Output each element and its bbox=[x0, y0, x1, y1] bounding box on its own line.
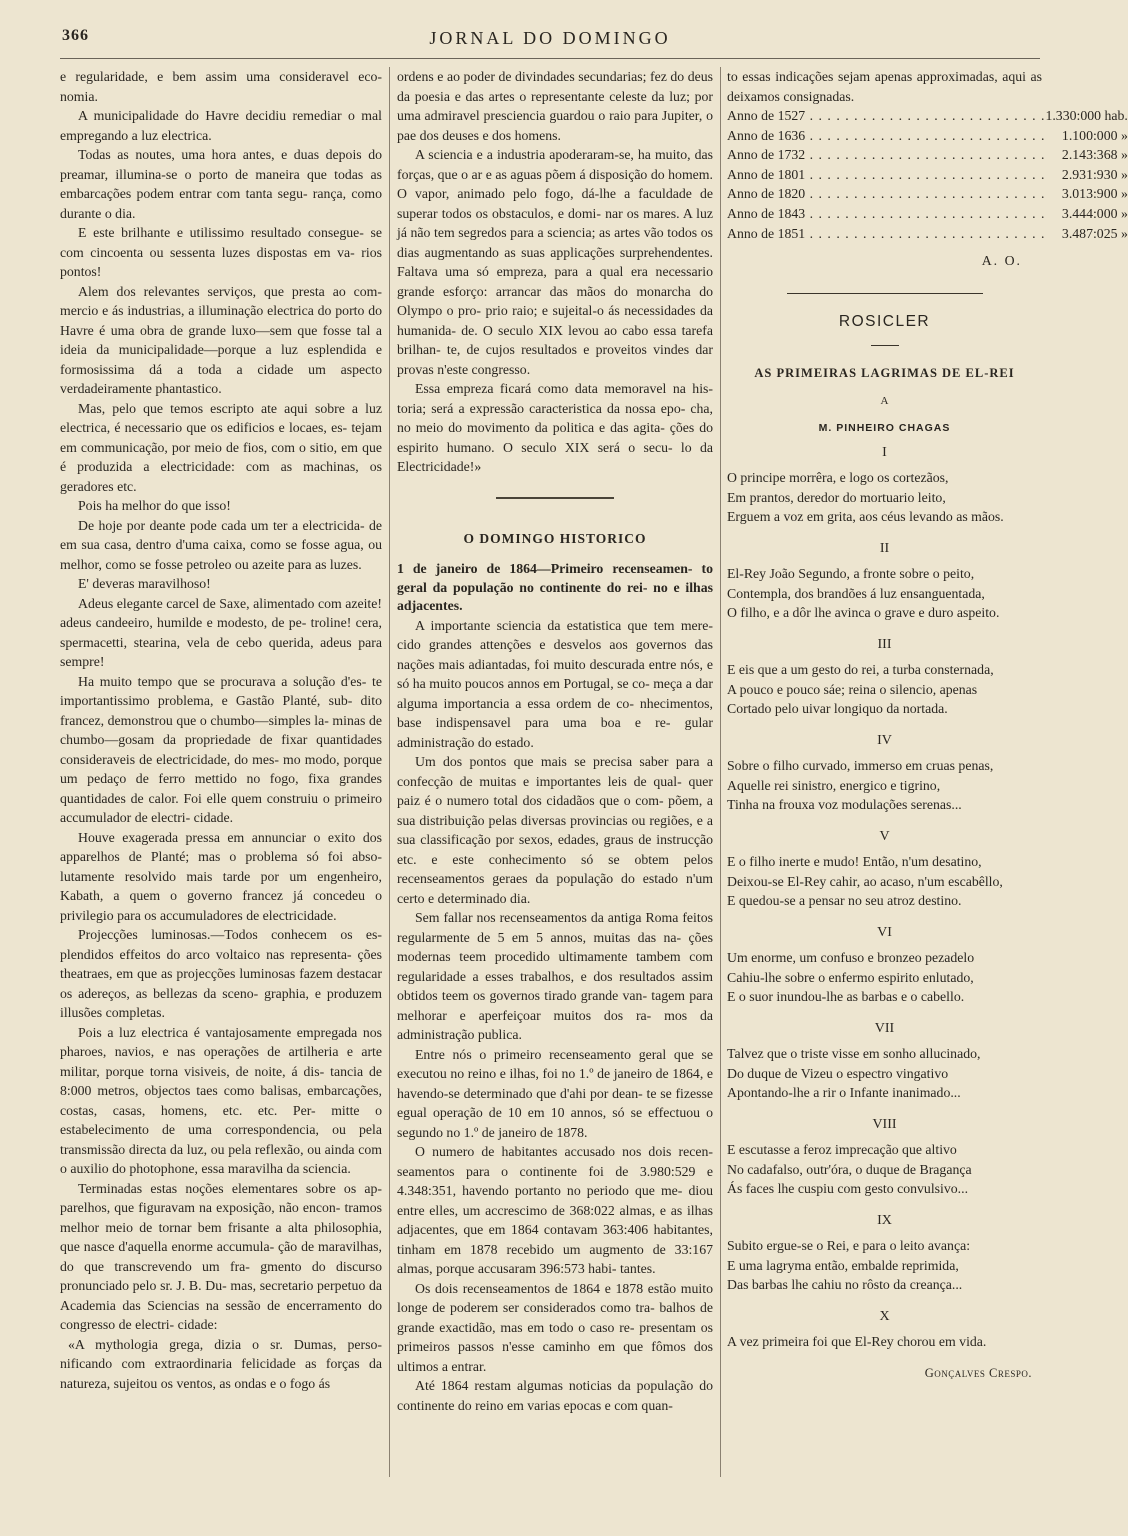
verse-line: Contempla, dos brandões á luz ensanguentada, bbox=[727, 585, 985, 601]
verse-line: Subito ergue-se o Rei, e para o leito avança: bbox=[727, 1238, 971, 1254]
stanza bbox=[727, 731, 1042, 815]
paragraph: Pois a luz electrica é vantajosamente empregada nos pharoes, navios, e nas operações de artilheria e arte militar, porque torna visiveis, de noite, á dis- tancia de 8:000 metros, objectos taes como balisas, embarcações, costas, casas, homens, etc. etc. Per- mitte o estabelecimento de uma correspondencia, ou pela transmissão directa da luz, ou pela reflexão, ou ainda com o auxilio do photophone, essa maravilha da sciencia. bbox=[60, 1024, 382, 1176]
stanza bbox=[727, 539, 1042, 623]
table-row bbox=[727, 204, 1128, 224]
paragraph: Até 1864 restam algumas noticias da população do continente do reino em varias epocas e com quan- bbox=[397, 1378, 713, 1413]
stanza-number: X bbox=[879, 1308, 890, 1324]
stanza bbox=[727, 635, 1042, 719]
verse-line: E uma lagryma então, embalde reprimida, bbox=[727, 1257, 959, 1273]
title-rule bbox=[871, 345, 899, 346]
stanza bbox=[727, 1019, 1042, 1103]
census-population: 1.100:000 » bbox=[1061, 127, 1128, 143]
paragraph: Projecções luminosas.—Todos conhecem os es- plendidos effeitos do arco voltaico nas representa- ções theatraes, em que as projecções luminosas fazem destacar os adereços, as bellezas da sceno- graphia, e produzem illusões completas. bbox=[60, 927, 382, 1020]
verse-line: No cadafalso, outr'óra, o duque de Bragança bbox=[727, 1161, 972, 1177]
table-row bbox=[727, 224, 1128, 244]
paragraph: Houve exagerada pressa em annunciar o exito dos apparelhos de Planté; mas o problema só foi abso- lutamente resolvido mais tarde por um engenheiro, Kabath, a quem o governo francez já concedeu o privilegio para os accumuladores de electricidade. bbox=[60, 829, 382, 923]
paragraph: Essa empreza ficará como data memoravel na his- toria; será a expressão caracteristica da nossa epo- cha, no meio do movimento da politica e das agita- ções do espirito humano. O seculo XIX será o secu- lo da Electricidade!» bbox=[397, 381, 713, 474]
census-population: 2.931:930 » bbox=[1061, 166, 1128, 182]
stanza bbox=[727, 443, 1042, 527]
poem-subtitle: AS PRIMEIRAS LAGRIMAS DE EL-REI bbox=[754, 366, 1015, 381]
quote-paragraph: «A mythologia grega, dizia o sr. Dumas, perso- nificando com extraordinaria felicidade as forças da natureza, sujeitou os ventos, as ondas e o fogo ás bbox=[60, 1336, 382, 1391]
stanza bbox=[727, 1307, 1042, 1352]
column-3 bbox=[727, 67, 1128, 1383]
census-population: 2.143:368 » bbox=[1061, 147, 1128, 163]
paragraph: Alem dos relevantes serviços, que presta ao com- mercio e ás industrias, a illuminação electrica do porto do Havre é uma obra de grande luxo—sem que fosse tal a ideia da municipalidade—porque a luz esplendida e formosissima dá a toda a cidade um aspecto verdadeiramente phantastico. bbox=[60, 283, 382, 396]
column-2 bbox=[397, 67, 713, 1415]
census-year: Anno de 1527 . . . bbox=[727, 106, 1045, 126]
paragraph: Os dois recenseamentos de 1864 e 1878 estão muito longe de poderem ser considerados como tra- balhos de grande exactidão, mas em todo o caso re- presentam os primeiros passos n'esse caminho em que fômos dos ultimos a entrar. bbox=[397, 1280, 713, 1374]
paragraph: A importante sciencia da estatistica que tem mere- cido grandes attenções e desvelos aos governos das nações mais adiantadas, foi muito descurada entre nós, e só ha muito poucos annos em Portugal, se co- meça a dar alguma importancia a essa ordem de co- nhecimentos, base indispensavel para uma boa e re- gular administração do estado. bbox=[397, 617, 713, 750]
stanza-number: IV bbox=[877, 732, 892, 748]
verse-line: E escutasse a feroz imprecação que altivo bbox=[727, 1142, 957, 1158]
verse-line: Em prantos, deredor do mortuario leito, bbox=[727, 489, 946, 505]
verse-line: Erguem a voz em grita, aos céus levando as mãos. bbox=[727, 509, 1004, 525]
poem-dedication: M. PINHEIRO CHAGAS bbox=[818, 422, 951, 435]
census-table bbox=[727, 106, 1128, 243]
verse-line: Do duque de Vizeu o espectro vingativo bbox=[727, 1065, 949, 1081]
stanza-number: V bbox=[879, 828, 890, 844]
paragraph: Ha muito tempo que se procurava a solução d'es- te importantissimo problema, e Gastão Planté, sub- dito francez, demonstrou que o chumbo—simples la- minas de chumbo—gosam da propriedade de fixar quantidades consideraveis de electricidade, do mes- mo modo, porque um pedaço de ferro mettido no fogo, fixa grandes quantidades de calor. Foi elle quem construiu o primeiro accumulador de electri- cidade. bbox=[60, 673, 382, 825]
verse-line: Talvez que o triste visse em sonho allucinado, bbox=[727, 1046, 981, 1062]
article-signature: A. O. bbox=[981, 253, 1022, 269]
census-population: 3.444:000 » bbox=[1061, 205, 1128, 221]
paragraph: e regularidade, e bem assim uma consideravel eco- nomia. bbox=[60, 69, 382, 104]
stanza-number: III bbox=[877, 636, 892, 652]
stanza-number: II bbox=[879, 540, 890, 556]
column-rule-left bbox=[389, 67, 390, 1477]
verse-line: Das barbas lhe cahiu no rôsto da creança... bbox=[727, 1277, 963, 1293]
verse-line: Apontando-lhe a rir o Infante inanimado... bbox=[727, 1085, 961, 1101]
masthead: JORNAL DO DOMINGO bbox=[429, 28, 671, 48]
verse-line: E eis que a um gesto do rei, a turba consternada, bbox=[727, 662, 994, 678]
verse-line: E o filho inerte e mudo! Então, n'um desatino, bbox=[727, 854, 982, 870]
verse-line: O filho, e a dôr lhe avinca o grave e duro aspeito. bbox=[727, 605, 1000, 621]
verse-line: Sobre o filho curvado, immerso em cruas penas, bbox=[727, 758, 994, 774]
table-row bbox=[727, 165, 1128, 185]
table-row bbox=[727, 106, 1128, 126]
census-year: Anno de 1843 . . . bbox=[727, 204, 1045, 224]
verse-line: E o suor inundou-lhe as barbas e o cabello. bbox=[727, 989, 965, 1005]
verse-line: Ás faces lhe cuspiu com gesto convulsivo... bbox=[727, 1181, 969, 1197]
census-population: 1.330:000 hab. bbox=[1045, 108, 1128, 123]
stanza bbox=[727, 1211, 1042, 1295]
page-number: 366 bbox=[62, 27, 89, 44]
verse-line: Aquelle rei sinistro, energico e tigrino, bbox=[727, 777, 941, 793]
chronicle-lead: 1 de janeiro de 1864—Primeiro recenseamen- to geral da população no continente do rei- no e ilhas adjacentes. bbox=[397, 561, 713, 613]
verse-line: E quedou-se a pensar no seu atroz destino. bbox=[727, 893, 962, 909]
table-row bbox=[727, 184, 1128, 204]
census-year: Anno de 1820 . . . bbox=[727, 184, 1045, 204]
verse-line: A vez primeira foi que El-Rey chorou em vida. bbox=[727, 1334, 987, 1350]
paragraph: O numero de habitantes accusado nos dois recen- seamentos para o continente foi de 3.980:529 e 4.348:351, havendo portanto no periodo que me- diou entre elles, um accrescimo de 368:022 almas, e as ilhas adjacentes, que em 1864 contavam 363:406 habitantes, tinham em 1878 recebido um augmento de 33:167 almas, porque accusaram 396:573 habi- tantes. bbox=[397, 1144, 713, 1276]
paragraph: Sem fallar nos recenseamentos da antiga Roma feitos regularmente de 5 em 5 annos, muitas das na- ções modernas teem procedido ultimamente tambem com regularidade a esses trabalhos, e dos resultados assim obtidos teem os governos tirado grande van- tagem para melhorar e aperfeiçoar muitos dos ra- mos da administração publica. bbox=[397, 910, 713, 1042]
verse-line: Deixou-se El-Rey cahir, ao acaso, n'um escabêllo, bbox=[727, 873, 1003, 889]
section-divider bbox=[787, 293, 983, 294]
verse-line: El-Rey João Segundo, a fronte sobre o peito, bbox=[727, 566, 975, 582]
paragraph: Todas as noutes, uma hora antes, e duas depois do preamar, illumina-se o porto de maneira que todas as embarcações podem entrar com tanta segu- rança, como durante o dia. bbox=[60, 147, 382, 221]
census-population: 3.013:900 » bbox=[1061, 186, 1128, 202]
paragraph: De hoje por deante pode cada um ter a electricida- de em sua casa, dentro d'uma caixa, como se fosse agua, ou melhor, como se fosse petroleo ou azeite para as luzes. bbox=[60, 517, 382, 572]
census-year: Anno de 1851 . . . bbox=[727, 224, 1045, 244]
stanza bbox=[727, 827, 1042, 911]
poem-dedication-prefix: A bbox=[880, 394, 889, 407]
verse-line: Cortado pelo uivar longiquo da nortada. bbox=[727, 701, 948, 717]
paragraph: E' deveras maravilhoso! bbox=[78, 576, 211, 591]
paragraph: to essas indicações sejam apenas approximadas, aqui as deixamos consignadas. bbox=[727, 69, 1042, 104]
stanza-number: VII bbox=[874, 1020, 895, 1036]
stanza-number: IX bbox=[877, 1212, 892, 1228]
verse-line: O principe morrêra, e logo os cortezãos, bbox=[727, 470, 949, 486]
table-row bbox=[727, 126, 1128, 146]
table-row bbox=[727, 145, 1128, 165]
paragraph: Entre nós o primeiro recenseamento geral que se executou no reino e ilhas, foi no 1.º de janeiro de 1864, e havendo-se determinado que d'ahi por dean- te se fizesse egual operação de 10 em 10 annos, só se effectuou o segundo no 1.º de janeiro de 1878. bbox=[397, 1046, 713, 1140]
paragraph: Adeus elegante carcel de Saxe, alimentado com azeite! adeus candeeiro, humilde e modesto, de pe- troline! cera, spermacetti, stearina, vela de cebo querida, adeus para sempre! bbox=[60, 595, 382, 669]
stanza bbox=[727, 1115, 1042, 1199]
paragraph: Pois ha melhor do que isso! bbox=[78, 498, 231, 513]
paragraph: Mas, pelo que temos escripto ate aqui sobre a luz electrica, é necessario que os edificios e locaes, es- tejam em communicação, por meio de fios, com o sitio, em que é produzida a electricidade: com as machinas, os geradores etc. bbox=[60, 400, 382, 494]
column-rule-right bbox=[720, 67, 721, 1477]
stanza-number: I bbox=[882, 444, 887, 460]
column-1 bbox=[60, 67, 382, 1393]
poem-author: Gonçalves Crespo. bbox=[924, 1365, 1032, 1380]
stanza-number: VIII bbox=[872, 1116, 897, 1132]
census-year: Anno de 1801 . . . bbox=[727, 165, 1045, 185]
section-heading: O DOMINGO HISTORICO bbox=[463, 530, 647, 546]
verse-line: Um enorme, um confuso e bronzeo pezadelo bbox=[727, 950, 975, 966]
paragraph: E este brilhante e utilissimo resultado consegue- se com cincoenta ou sessenta luzes dispostas em va- rios pontos! bbox=[60, 225, 382, 279]
paragraph: A sciencia e a industria apoderaram-se, ha muito, das forças, que o ar e as aguas põem á disposição do homem. O vapor, animado pelo fogo, dá-lhe a faculdade de superar todos os obstaculos, e domi- nar os mares. A luz já não tem segredos para a sciencia; as artes vão todos os dias augmentando as suas applicações surprehendentes. Faltava uma só empreza, para a qual era necessario grande esforço: arrancar das mãos do monarcha do Olympo o pro- prio raio; e sujeital-o ás necessidades da humanida- de. O seculo XIX levou ao cabo essa tarefa brilhan- te, de cujos resultados e proveitos vindes dar provas n'este congresso. bbox=[397, 147, 713, 377]
paragraph: A municipalidade do Havre decidiu remediar o mal empregando a luz electrica. bbox=[60, 108, 382, 143]
verse-line: Cahiu-lhe sobre o enfermo espirito enlutado, bbox=[727, 969, 974, 985]
paragraph: ordens e ao poder de divindades secundarias; fez do deus da poesia e das artes o representante celeste da luz; por uma admiravel presciencia guardou o raio para Jupiter, o pae dos deuses e dos homens. bbox=[397, 69, 713, 143]
paragraph: Terminadas estas noções elementares sobre os ap- parelhos, que figuravam na exposição, não encon- tramos melhor meio de tornar bem frisante a alta philosophia, que nasce d'aquella enorme accumula- ção de maravilhas, do que transcrevendo um fra- gmento do discurso pronunciado pelo sr. J. B. Du- mas, secretario perpetuo da Academia das Sciencias na sessão de encerramento do congresso de electri- cidade: bbox=[60, 1180, 382, 1332]
section-divider bbox=[496, 497, 614, 499]
census-year: Anno de 1636 . . . bbox=[727, 126, 1045, 146]
census-year: Anno de 1732 . . . bbox=[727, 145, 1045, 165]
stanza bbox=[727, 923, 1042, 1007]
verse-line: A pouco e pouco sáe; reina o silencio, apenas bbox=[727, 681, 978, 697]
poem-title: ROSICLER bbox=[838, 312, 931, 330]
header-rule bbox=[60, 58, 1040, 59]
stanza-number: VI bbox=[877, 924, 892, 940]
paragraph: Um dos pontos que mais se precisa saber para a confecção de muitas e importantes leis de qual- quer paiz é o numero total dos cidadãos que o com- põem, a sua distribuição pelas diversas provincias ou regiões, e a sua classificação por sexos, edades, graus de instrucção etc. e este conhecimento só se obtem pelos recenseamentos geraes da população do estado n'um certo e determinado dia. bbox=[397, 754, 713, 906]
census-population: 3.487:025 » bbox=[1061, 225, 1128, 241]
verse-line: Tinha na frouxa voz modulações serenas... bbox=[727, 797, 962, 813]
